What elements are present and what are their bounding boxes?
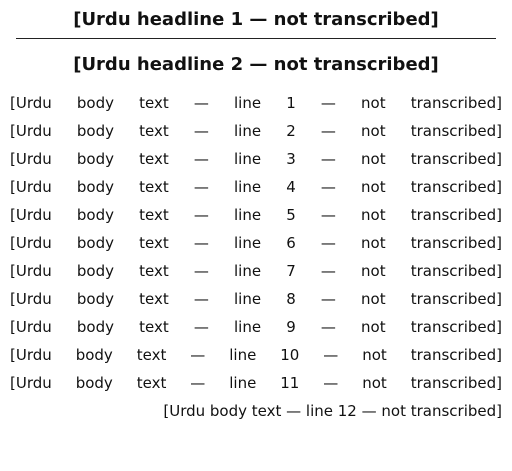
- headline-primary: [Urdu headline 1 — not transcribed]: [73, 9, 439, 30]
- article-body: [10, 89, 502, 425]
- headline-divider: [16, 38, 496, 39]
- body-line: [Urdu body text — line 4 — not transcribed]: [10, 178, 502, 196]
- body-line: [Urdu body text — line 10 — not transcribed]: [10, 346, 502, 364]
- body-line: [Urdu body text — line 12 — not transcribed]: [163, 402, 502, 420]
- body-line: [Urdu body text — line 11 — not transcribed]: [10, 374, 502, 392]
- body-line: [Urdu body text — line 5 — not transcribed]: [10, 206, 502, 224]
- body-line: [Urdu body text — line 3 — not transcribed]: [10, 150, 502, 168]
- body-line: [Urdu body text — line 6 — not transcribed]: [10, 234, 502, 252]
- body-line: [Urdu body text — line 7 — not transcribed]: [10, 262, 502, 280]
- headline-secondary: [Urdu headline 2 — not transcribed]: [73, 54, 439, 75]
- body-line: [Urdu body text — line 2 — not transcribed]: [10, 122, 502, 140]
- body-line: [Urdu body text — line 9 — not transcribed]: [10, 318, 502, 336]
- body-line: [Urdu body text — line 1 — not transcribed]: [10, 94, 502, 112]
- body-line: [Urdu body text — line 8 — not transcribed]: [10, 290, 502, 308]
